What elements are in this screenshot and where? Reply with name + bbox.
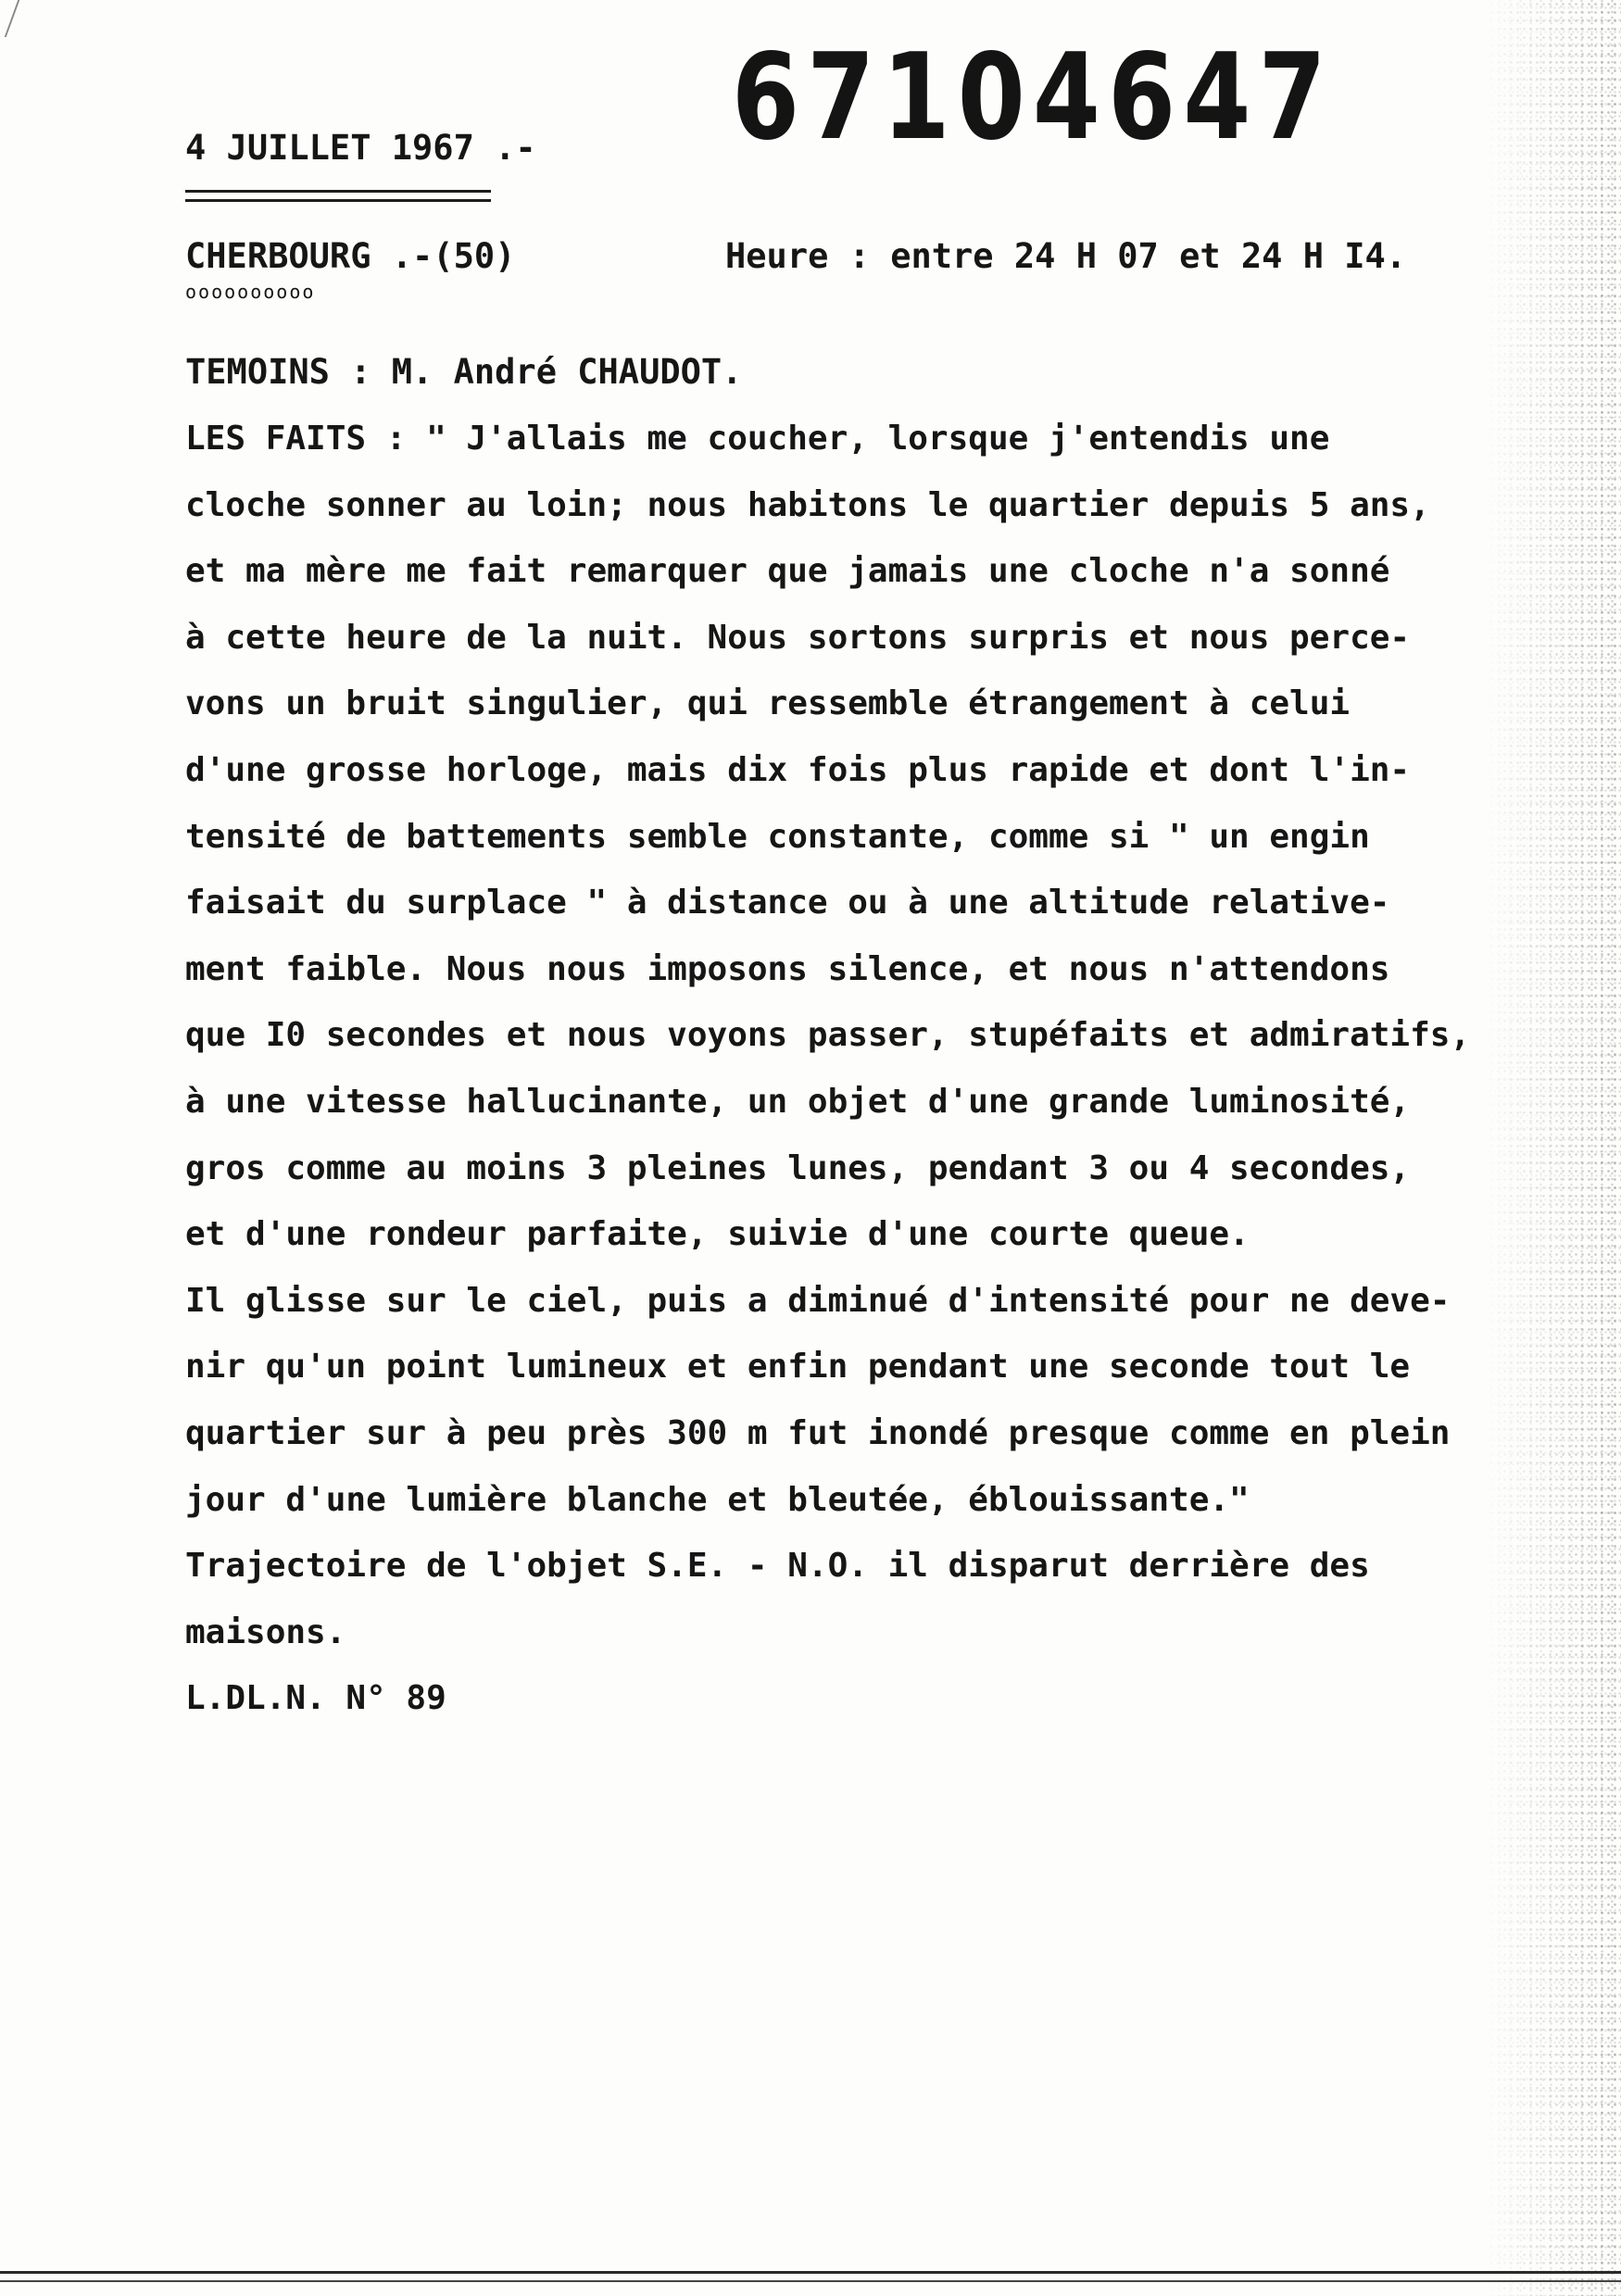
report-line: et d'une rondeur parfaite, suivie d'une courte queue.: [185, 1215, 1250, 1254]
witness-line: TEMOINS : M. André CHAUDOT.: [185, 352, 743, 392]
document-date: 4 JUILLET 1967 .-: [185, 128, 536, 168]
date-underline-second: [185, 199, 491, 202]
date-underline: [185, 190, 491, 193]
report-body: [185, 406, 1556, 1732]
report-line: Il glisse sur le ciel, puis a diminué d'intensité pour ne deve-: [185, 1281, 1451, 1320]
report-line: gros comme au moins 3 pleines lunes, pendant 3 ou 4 secondes,: [185, 1148, 1411, 1187]
report-line: ment faible. Nous nous imposons silence, et nous n'attendons: [185, 949, 1390, 988]
report-line: nir qu'un point lumineux et enfin pendant une seconde tout le: [185, 1348, 1411, 1386]
place-heading: CHERBOURG .-(50): [185, 236, 516, 276]
report-line: faisait du surplace " à distance ou à une altitude relative-: [185, 884, 1390, 922]
source-reference: L.DL.N. N° 89: [185, 1679, 446, 1718]
time-range: Heure : entre 24 H 07 et 24 H I4.: [725, 236, 1407, 276]
report-line: et ma mère me fait remarquer que jamais une cloche n'a sonné: [185, 552, 1390, 591]
page-bottom-rule: [0, 2271, 1621, 2274]
report-line: quartier sur à peu près 300 m fut inondé presque comme en plein: [185, 1413, 1451, 1452]
report-line: que I0 secondes et nous voyons passer, stupéfaits et admiratifs,: [185, 1016, 1471, 1055]
report-line: Trajectoire de l'objet S.E. - N.O. il disparut derrière des: [185, 1547, 1370, 1586]
report-line: tensité de battements semble constante, comme si " un engin: [185, 817, 1370, 856]
report-line: vons un bruit singulier, qui ressemble étrangement à celui: [185, 684, 1351, 723]
place-underline: oooooooooo: [185, 281, 316, 303]
report-line: jour d'une lumière blanche et bleutée, éblouissante.": [185, 1480, 1250, 1519]
scan-margin-mark: [0, 0, 19, 37]
report-line: maisons.: [185, 1612, 346, 1651]
report-line: à une vitesse hallucinante, un objet d'une grande luminosité,: [185, 1082, 1411, 1121]
report-line: LES FAITS : " J'allais me coucher, lorsque j'entendis une: [185, 420, 1330, 458]
report-line: cloche sonner au loin; nous habitons le quartier depuis 5 ans,: [185, 485, 1430, 524]
page-bottom-rule-thin: [0, 2280, 1621, 2282]
report-line: d'une grosse horloge, mais dix fois plus rapide et dont l'in-: [185, 750, 1411, 789]
report-line: à cette heure de la nuit. Nous sortons surpris et nous perce-: [185, 618, 1411, 657]
reference-number-stamp: 67104647: [732, 29, 1334, 167]
